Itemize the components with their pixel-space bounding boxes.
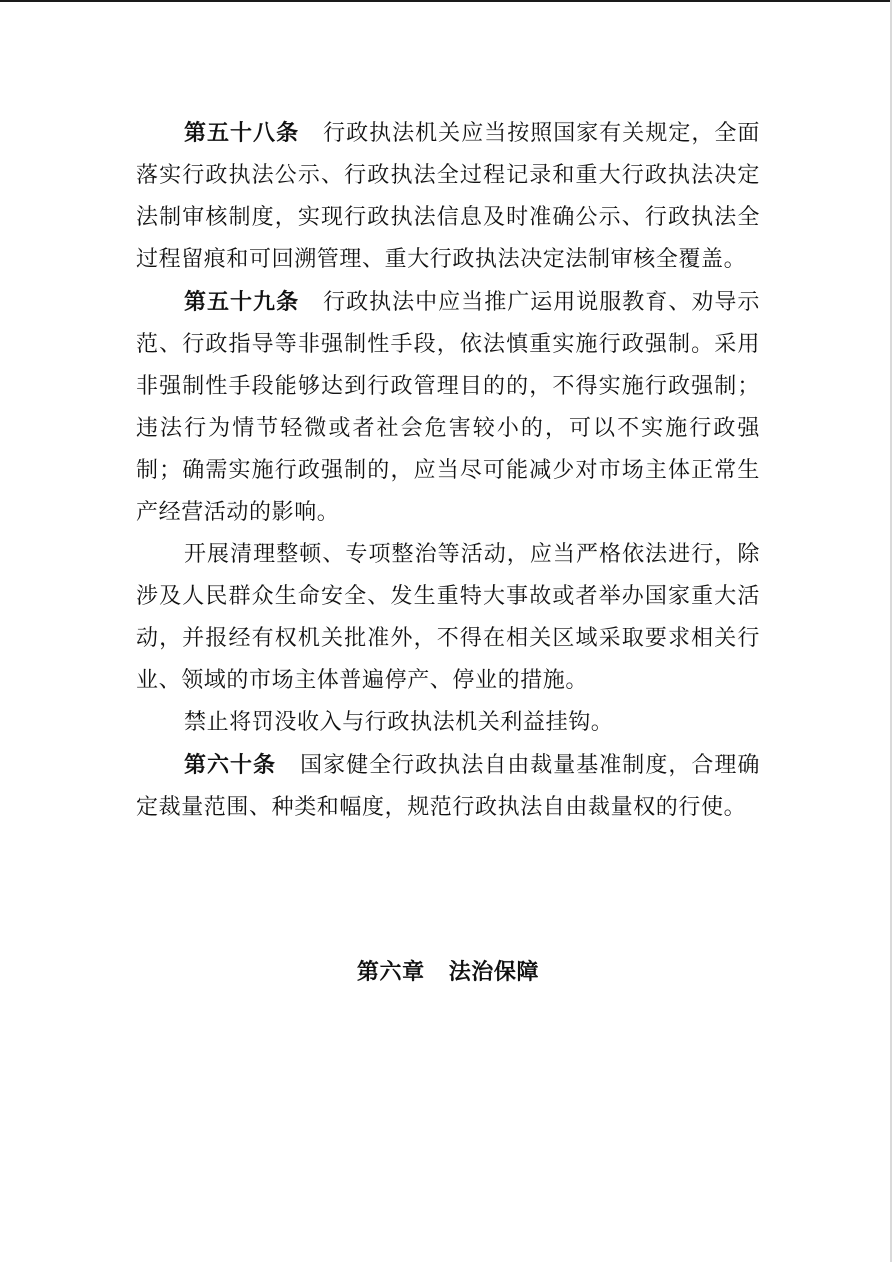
article-59-number: 第五十九条	[184, 289, 300, 315]
article-58-text: 行政执法机关应当按照国家有关规定，全面落实行政执法公示、行政执法全过程记录和重大行政执法决定法制审核制度，实现行政执法信息及时准确公示、行政执法全过程留痕和可回溯管理、重大行政执法决定法制审核全覆盖。	[136, 121, 760, 272]
chapter-number: 第六章	[356, 959, 425, 985]
article-59-clause-3	[136, 702, 760, 744]
article-59-paragraph	[136, 281, 760, 534]
article-58-paragraph	[136, 112, 760, 281]
article-59-clause-3-text: 禁止将罚没收入与行政执法机关利益挂钩。	[184, 710, 614, 735]
article-60-paragraph	[136, 744, 760, 829]
document-body	[136, 112, 760, 829]
article-59-clause-2	[136, 534, 760, 702]
chapter-heading	[136, 951, 760, 993]
article-60-text: 国家健全行政执法自由裁量基准制度，合理确定裁量范围、种类和幅度，规范行政执法自由裁量权的行使。	[136, 753, 760, 820]
article-60-number: 第六十条	[184, 752, 277, 778]
article-59-clause-2-text: 开展清理整顿、专项整治等活动，应当严格依法进行，除涉及人民群众生命安全、发生重特大事故或者举办国家重大活动，并报经有权机关批准外，不得在相关区域采取要求相关行业、领域的市场主体普遍停产、停业的措施。	[136, 542, 760, 693]
article-58-number: 第五十八条	[184, 120, 300, 146]
article-59-text: 行政执法中应当推广运用说服教育、劝导示范、行政指导等非强制性手段，依法慎重实施行政强制。采用非强制性手段能够达到行政管理目的的，不得实施行政强制；违法行为情节轻微或者社会危害较小的，可以不实施行政强制；确需实施行政强制的，应当尽可能减少对市场主体正常生产经营活动的影响。	[136, 290, 760, 525]
chapter-title: 法治保障	[448, 959, 540, 985]
top-border-line	[0, 0, 892, 2]
